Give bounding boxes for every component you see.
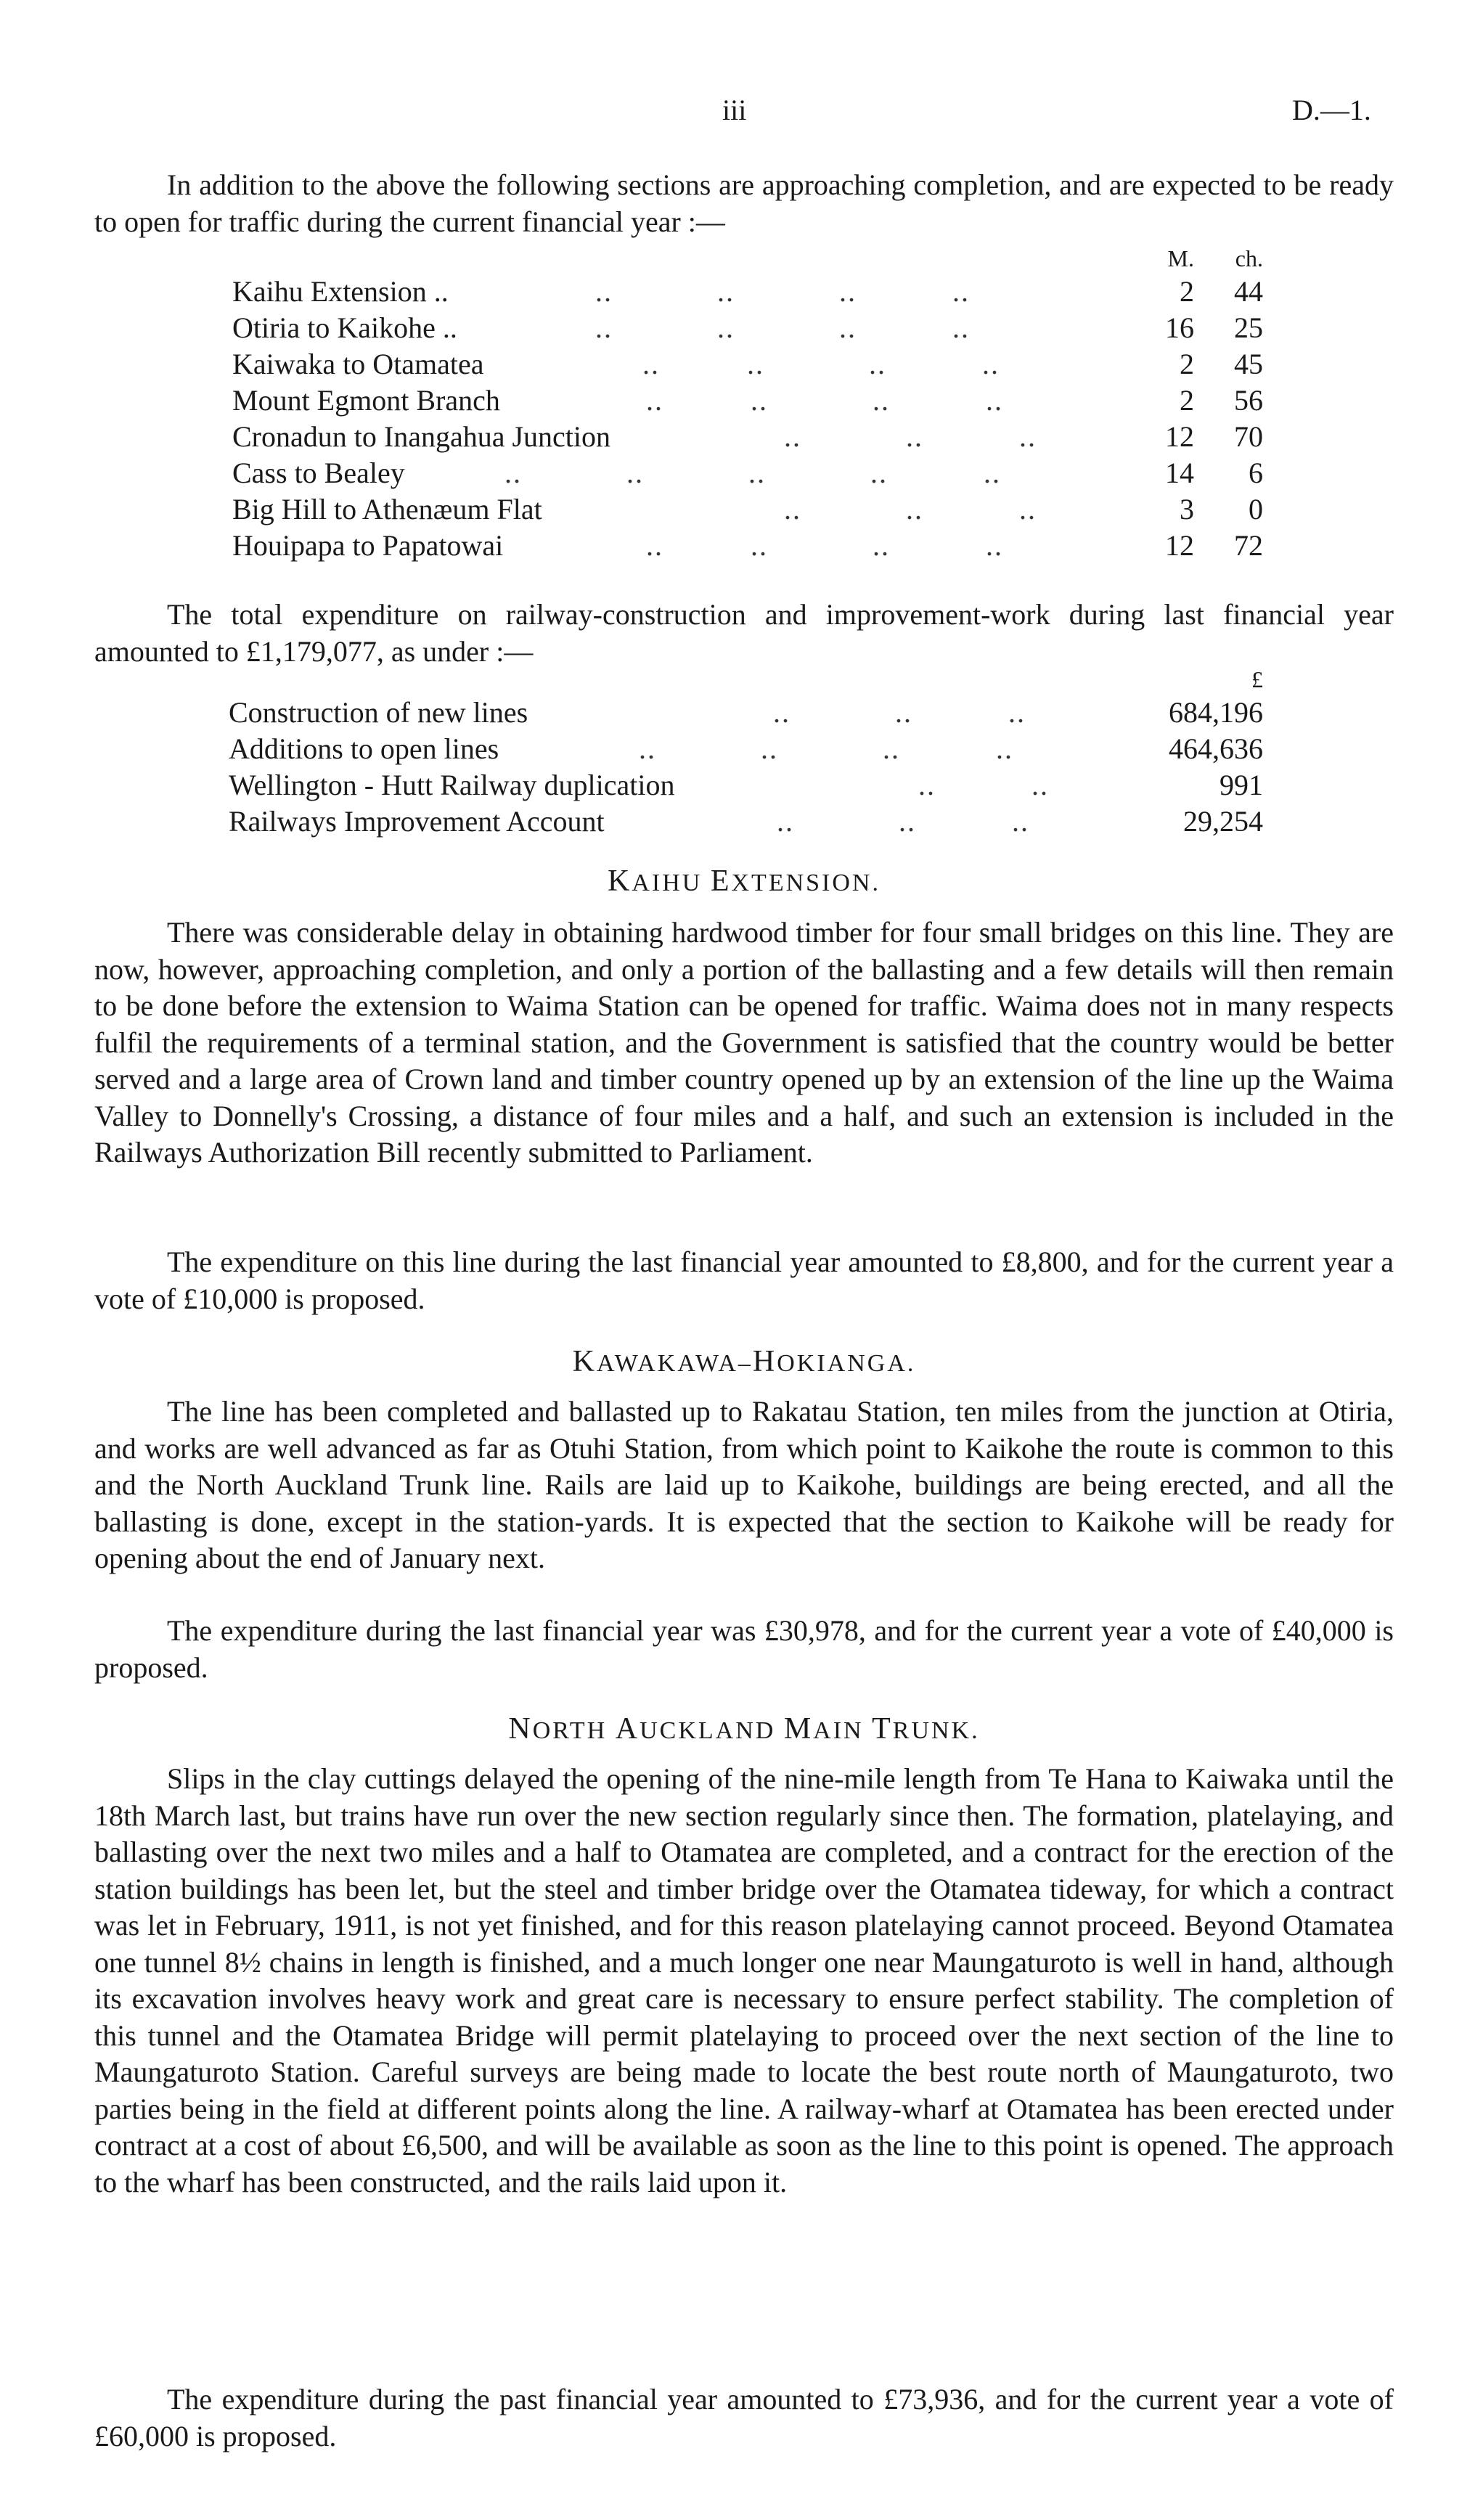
miles-column-header: M.: [1167, 245, 1194, 271]
table-row: Mount Egmont Branch .. .. .. .. 2 56: [232, 384, 1263, 417]
section-heading-kaihu: KAIHU EXTENSION.: [608, 864, 881, 898]
expenditure-item: Construction of new lines: [229, 696, 528, 729]
expenditure-intro-paragraph: The total expenditure on railway-construction and improvement-work during last financial year amounted to £1,179,077, as under :—: [94, 598, 1394, 668]
table-row: Railways Improvement Account .. .. .. 29,254: [229, 805, 1263, 838]
section-heading-kawakawa: KAWAKAWA–HOKIANGA.: [572, 1345, 916, 1378]
section-miles: 2: [1180, 384, 1194, 417]
section-name: Cass to Bealey: [232, 457, 405, 489]
section-chains: 70: [1234, 420, 1263, 453]
document-reference: D.—1.: [1292, 94, 1371, 126]
table-row: Kaihu Extension .. .. .. .. .. 2 44: [232, 275, 1263, 308]
table-row: Kaiwaka to Otamatea .. .. .. .. 2 45: [232, 348, 1263, 380]
table-row: Houipapa to Papatowai .. .. .. .. 12 72: [232, 529, 1263, 562]
section-miles: 3: [1180, 493, 1194, 525]
section-name: Otiria to Kaikohe ..: [232, 311, 457, 344]
section-name: Houipapa to Papatowai: [232, 529, 504, 562]
intro-paragraph: In addition to the above the following sections are approaching completion, and are expected to be ready to open for traffic during the current financial year :—: [94, 168, 1394, 238]
north-auckland-paragraph-2: The expenditure during the past financial year amounted to £73,936, and for the current year a vote of £60,000 is proposed.: [94, 2383, 1394, 2452]
table-row: Construction of new lines .. .. .. 684,196: [229, 696, 1263, 729]
table-row: Cronadun to Inangahua Junction .. .. .. 12 70: [232, 420, 1263, 453]
section-miles: 16: [1165, 311, 1194, 344]
kaihu-paragraph-2: The expenditure on this line during the last financial year amounted to £8,800, and for the current year a vote of £10,000 is proposed.: [94, 1245, 1394, 1315]
expenditure-item: Railways Improvement Account: [229, 805, 605, 838]
kawakawa-paragraph-2: The expenditure during the last financial year was £30,978, and for the current year a vote of £40,000 is proposed.: [94, 1614, 1394, 1684]
section-miles: 2: [1180, 348, 1194, 380]
table-row: Otiria to Kaikohe .. .. .. .. .. 16 25: [232, 311, 1263, 344]
section-chains: 56: [1234, 384, 1263, 417]
section-name: Mount Egmont Branch: [232, 384, 500, 417]
section-chains: 25: [1234, 311, 1263, 344]
kawakawa-paragraph-1: The line has been completed and ballasted up to Rakatau Station, ten miles from the junction at Otiria, and works are well advanced as far as Otuhi Station, from which point to Kaikohe the route is common to this and the North Auckland Trunk line. Rails are laid up to Kaikohe, buildings are being erected, and all the ballasting is done, except in the station-yards. It is expected that the section to Kaikohe will be ready for opening about the end of January next.: [94, 1395, 1394, 1574]
north-auckland-paragraph-1: Slips in the clay cuttings delayed the opening of the nine-mile length from Te Hana to Kaiwaka until the 18th March last, but trains have run over the new section regularly since then. The formation, platelaying, and ballasting over the next two miles and a half to Otamatea are completed, and a contract for the erection of the station buildings has been let, but the steel and timber bridge over the Otamatea tideway, for which a contract was let in February, 1911, is not yet finished, and for this reason platelaying cannot proceed. Beyond Otamatea one tunnel 8½ chains in length is finished, and a much longer one near Maungaturoto is well in hand, although its excavation involves heavy work and great care is necessary to ensure perfect stability. The completion of this tunnel and the Otamatea Bridge will permit platelaying to proceed over the next section of the line to Maungaturoto Station. Careful surveys are being made to locate the best route north of Maungaturoto, two parties being in the field at different points along the line. A railway-wharf at Otamatea has been erected under contract at a cost of about £6,500, and will be available as soon as the line to this point is opened. The approach to the wharf has been constructed, and the rails laid upon it.: [94, 1762, 1394, 2198]
section-name: Big Hill to Athenæum Flat: [232, 493, 542, 525]
currency-column-header: £: [1251, 666, 1263, 692]
section-chains: 0: [1249, 493, 1263, 525]
section-miles: 12: [1165, 529, 1194, 562]
section-chains: 72: [1234, 529, 1263, 562]
expenditure-item: Wellington - Hutt Railway duplication: [229, 769, 675, 801]
table-row: Wellington - Hutt Railway duplication .. .. 991: [229, 769, 1263, 801]
expenditure-amount: 464,636: [1169, 732, 1263, 765]
section-heading-north-auckland: NORTH AUCKLAND MAIN TRUNK.: [508, 1712, 980, 1746]
expenditure-amount: 29,254: [1183, 805, 1263, 838]
chains-column-header: ch.: [1235, 245, 1263, 271]
section-miles: 14: [1165, 457, 1194, 489]
table-row: Cass to Bealey .. .. .. .. .. 14 6: [232, 457, 1263, 489]
expenditure-amount: 684,196: [1169, 696, 1263, 729]
section-miles: 12: [1165, 420, 1194, 453]
expenditure-amount: 991: [1220, 769, 1263, 801]
page-number: iii: [722, 94, 747, 126]
kaihu-paragraph-1: There was considerable delay in obtaining hardwood timber for four small bridges on this line. They are now, however, approaching completion, and only a portion of the ballasting and a few details will then remain to be done before the extension to Waima Station can be opened for traffic. Waima does not in many respects fulfil the requirements of a terminal station, and the Government is satisfied that the country would be better served and a large area of Crown land and timber country opened up by an extension of the line up the Waima Valley to Donnelly's Crossing, a distance of four miles and a half, and such an extension is included in the Railways Authorization Bill recently submitted to Parliament.: [94, 916, 1394, 1169]
section-miles: 2: [1180, 275, 1194, 308]
section-chains: 44: [1234, 275, 1263, 308]
section-name: Kaihu Extension ..: [232, 275, 449, 308]
expenditure-item: Additions to open lines: [229, 732, 499, 765]
table-row: Additions to open lines .. .. .. .. 464,636: [229, 732, 1263, 765]
section-chains: 45: [1234, 348, 1263, 380]
section-name: Kaiwaka to Otamatea: [232, 348, 484, 380]
table-row: Big Hill to Athenæum Flat .. .. .. 3 0: [232, 493, 1263, 525]
section-name: Cronadun to Inangahua Junction: [232, 420, 610, 453]
section-chains: 6: [1249, 457, 1263, 489]
